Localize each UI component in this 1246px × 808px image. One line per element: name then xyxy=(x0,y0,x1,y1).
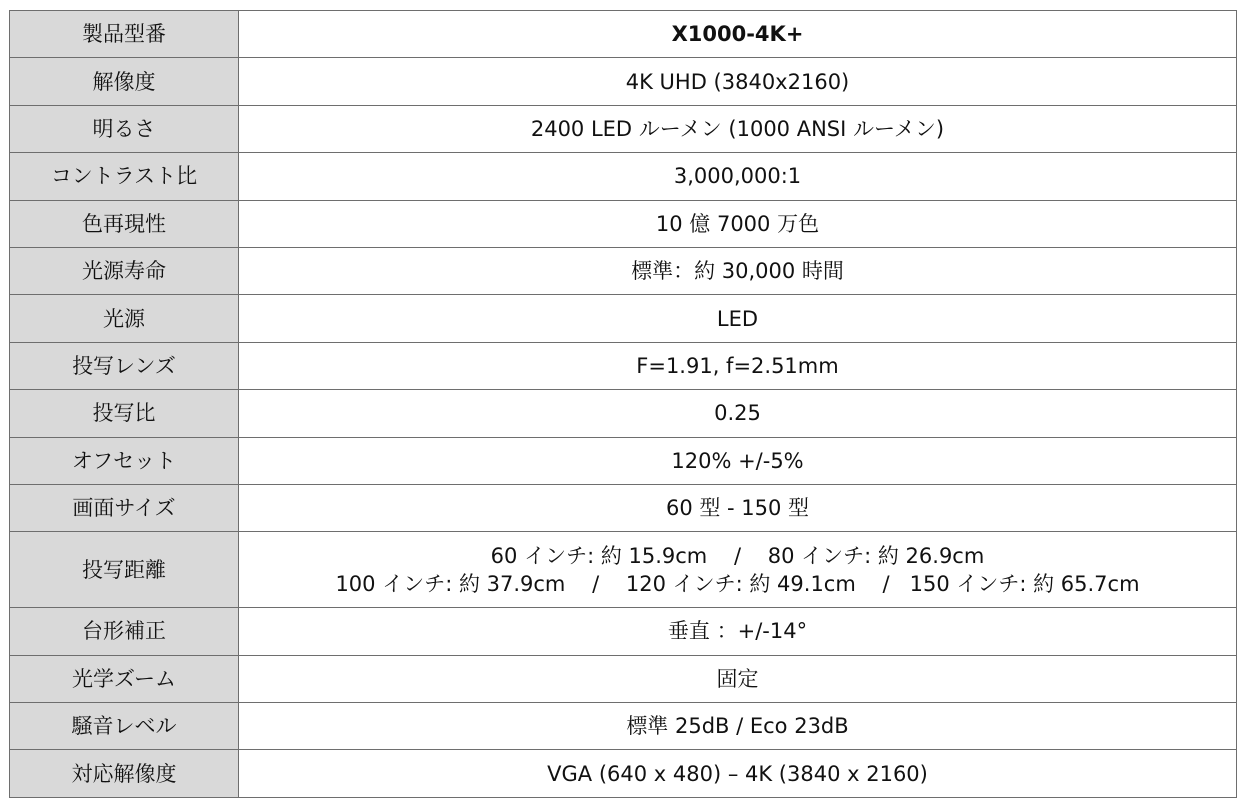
row-value: 垂直 ：+/-14° xyxy=(239,608,1237,655)
row-value: LED xyxy=(239,295,1237,342)
row-label: オフセット xyxy=(10,437,239,484)
row-label: 投写比 xyxy=(10,390,239,437)
row-label: 光学ズーム xyxy=(10,655,239,702)
row-label: 台形補正 xyxy=(10,608,239,655)
row-label: 光源 xyxy=(10,295,239,342)
table-row xyxy=(10,295,1237,342)
row-value: 4K UHD (3840x2160) xyxy=(239,58,1237,105)
row-value: 10 億 7000 万色 xyxy=(239,200,1237,247)
table-row xyxy=(10,58,1237,105)
row-value: 120% +/-5% xyxy=(239,437,1237,484)
throw-distance-line-2: 100 インチ: 約 37.9cm / 120 インチ: 約 49.1cm / 150 インチ: 約 65.7cm xyxy=(335,571,1140,596)
row-value: 3,000,000:1 xyxy=(239,153,1237,200)
table-row xyxy=(10,484,1237,531)
throw-distance-line-1: 60 インチ: 約 15.9cm / 80 インチ: 約 26.9cm xyxy=(490,543,985,568)
table-row xyxy=(10,247,1237,294)
row-label: 色再現性 xyxy=(10,200,239,247)
row-label: 画面サイズ xyxy=(10,484,239,531)
table-row xyxy=(10,153,1237,200)
table-row xyxy=(10,703,1237,750)
row-label: コントラスト比 xyxy=(10,153,239,200)
row-label: 解像度 xyxy=(10,58,239,105)
row-label: 製品型番 xyxy=(10,11,239,58)
row-value: 0.25 xyxy=(239,390,1237,437)
table-row xyxy=(10,750,1237,797)
row-label: 対応解像度 xyxy=(10,750,239,797)
row-value: VGA (640 x 480) – 4K (3840 x 2160) xyxy=(239,750,1237,797)
row-label: 光源寿命 xyxy=(10,247,239,294)
table-row xyxy=(10,608,1237,655)
row-value: 60 型 - 150 型 xyxy=(239,484,1237,531)
table-row xyxy=(10,390,1237,437)
row-value: 2400 LED ルーメン (1000 ANSI ルーメン) xyxy=(239,105,1237,152)
row-label: 騒音レベル xyxy=(10,703,239,750)
row-value: 標準 25dB / Eco 23dB xyxy=(239,703,1237,750)
table-row xyxy=(10,200,1237,247)
throw-distance-value xyxy=(239,532,1237,608)
row-label: 明るさ xyxy=(10,105,239,152)
row-value: F=1.91, f=2.51mm xyxy=(239,342,1237,389)
spec-table xyxy=(9,10,1237,798)
row-value: 固定 xyxy=(239,655,1237,702)
table-row xyxy=(10,655,1237,702)
table-row xyxy=(10,105,1237,152)
row-label: 投写距離 xyxy=(10,532,239,608)
table-row xyxy=(10,342,1237,389)
table-row xyxy=(10,437,1237,484)
table-row xyxy=(10,11,1237,58)
row-value: 標準：約 30,000 時間 xyxy=(239,247,1237,294)
table-row xyxy=(10,532,1237,608)
row-label: 投写レンズ xyxy=(10,342,239,389)
product-model-value: X1000-4K+ xyxy=(239,11,1237,58)
